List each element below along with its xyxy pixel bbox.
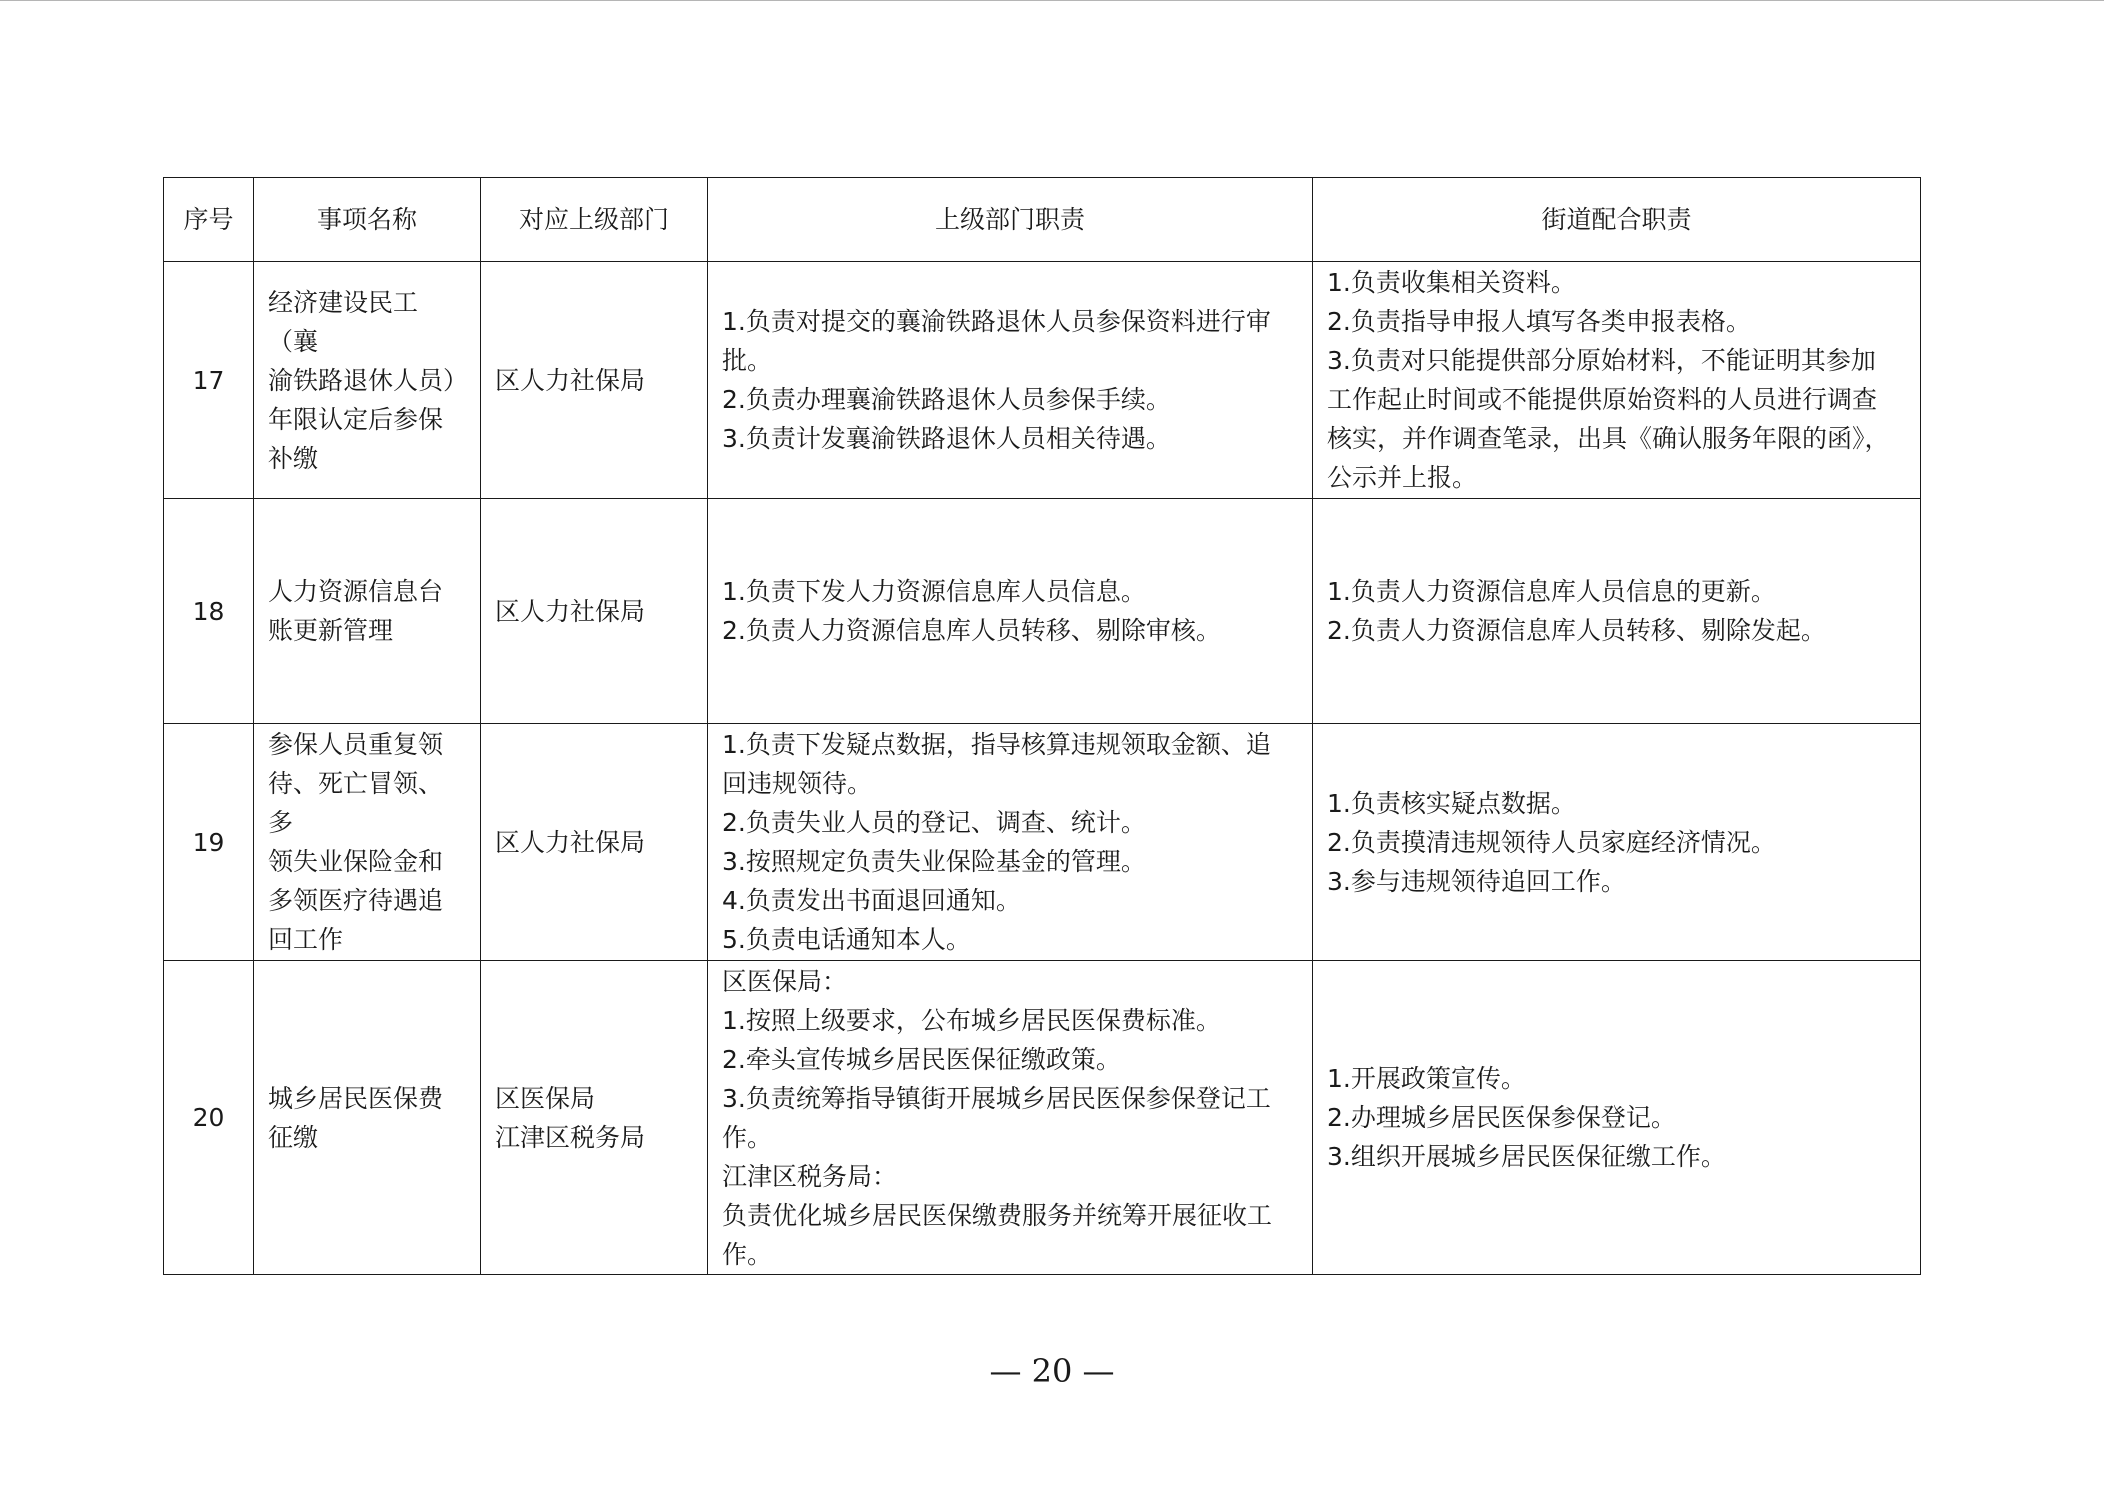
item-name-cell <box>254 499 481 724</box>
row-serial-number: 17 <box>164 262 254 499</box>
upper-department-cell <box>481 262 708 499</box>
upper-duty-line: 作。 <box>722 1239 773 1269</box>
row-serial-number: 20 <box>164 961 254 1275</box>
table-row <box>164 724 1921 961</box>
upper-duty-line: 3.负责计发襄渝铁路退休人员相关待遇。 <box>722 424 1171 453</box>
street-duties-cell <box>1313 961 1921 1275</box>
upper-duties-cell <box>708 961 1313 1275</box>
upper-department-line: 区人力社保局 <box>495 596 646 626</box>
upper-duty-line: 2.负责人力资源信息库人员转移、剔除审核。 <box>722 616 1221 645</box>
item-name-line: 回工作 <box>268 925 344 954</box>
upper-department-line: 江津区税务局 <box>495 1122 646 1152</box>
header-street-duties: 街道配合职责 <box>1313 178 1921 262</box>
upper-department-cell <box>481 724 708 961</box>
street-duty-line: 核实，并作调查笔录，出具《确认服务年限的函》， <box>1327 424 1890 453</box>
upper-department-line: 区医保局 <box>495 1083 596 1113</box>
street-duty-line: 2.负责人力资源信息库人员转移、剔除发起。 <box>1327 616 1826 645</box>
upper-department-cell <box>481 499 708 724</box>
item-name-line: 渝铁路退休人员） <box>268 365 469 395</box>
street-duties-cell <box>1313 262 1921 499</box>
top-border-line <box>0 0 2104 1</box>
upper-duty-line: 2.牵头宣传城乡居民医保征缴政策。 <box>722 1044 1121 1074</box>
item-name-line: 年限认定后参保 <box>268 404 444 434</box>
upper-department-cell <box>481 961 708 1275</box>
duties-table <box>163 177 1921 1275</box>
street-duty-line: 2.办理城乡居民医保参保登记。 <box>1327 1103 1676 1132</box>
upper-duty-line: 2.负责失业人员的登记、调查、统计。 <box>722 808 1146 837</box>
item-name-cell <box>254 961 481 1275</box>
street-duties-cell <box>1313 724 1921 961</box>
upper-duty-line: 区医保局： <box>722 966 848 996</box>
item-name-line: 征缴 <box>268 1122 319 1152</box>
item-name-line: 多领医疗待遇追 <box>268 886 444 915</box>
upper-duty-line: 负责优化城乡居民医保缴费服务并统筹开展征收工 <box>722 1200 1273 1230</box>
street-duty-line: 工作起止时间或不能提供原始资料的人员进行调查 <box>1327 385 1878 414</box>
header-row <box>164 178 1921 262</box>
header-item-name: 事项名称 <box>254 178 481 262</box>
item-name-line: 补缴 <box>268 443 319 473</box>
upper-duty-line: 作。 <box>722 1122 773 1152</box>
header-serial: 序号 <box>164 178 254 262</box>
upper-duty-line: 4.负责发出书面退回通知。 <box>722 886 1021 915</box>
upper-duties-cell <box>708 262 1313 499</box>
header-upper-department: 对应上级部门 <box>481 178 708 262</box>
upper-duty-line: 1.负责对提交的襄渝铁路退休人员参保资料进行审 <box>722 307 1271 336</box>
table-header <box>164 178 1921 262</box>
upper-duty-line: 批。 <box>722 346 773 375</box>
upper-duty-line: 1.负责下发疑点数据，指导核算违规领取金额、追 <box>722 730 1271 759</box>
item-name-line: 参保人员重复领 <box>268 730 444 759</box>
street-duty-line: 3.负责对只能提供部分原始材料，不能证明其参加 <box>1327 346 1876 375</box>
upper-duty-line: 3.按照规定负责失业保险基金的管理。 <box>722 847 1146 876</box>
row-serial-number: 19 <box>164 724 254 961</box>
row-serial-number: 18 <box>164 499 254 724</box>
upper-duty-line: 5.负责电话通知本人。 <box>722 925 971 954</box>
upper-duty-line: 3.负责统筹指导镇街开展城乡居民医保参保登记工 <box>722 1083 1271 1113</box>
street-duty-line: 公示并上报。 <box>1327 463 1478 492</box>
item-name-line: 领失业保险金和 <box>268 847 444 876</box>
page-number: — 20 — <box>989 1352 1115 1390</box>
table-row <box>164 961 1921 1275</box>
table-row <box>164 499 1921 724</box>
street-duty-line: 1.负责核实疑点数据。 <box>1327 788 1576 818</box>
upper-duties-cell <box>708 499 1313 724</box>
item-name-line: 账更新管理 <box>268 616 394 645</box>
table-row <box>164 262 1921 499</box>
item-name-cell <box>254 724 481 961</box>
item-name-line: 待、死亡冒领、多 <box>268 769 444 837</box>
street-duty-line: 3.参与违规领待追回工作。 <box>1327 866 1626 896</box>
street-duty-line: 1.开展政策宣传。 <box>1327 1064 1526 1093</box>
upper-duty-line: 1.按照上级要求，公布城乡居民医保费标准。 <box>722 1005 1221 1035</box>
table-body <box>164 262 1921 1275</box>
upper-department-line: 区人力社保局 <box>495 365 646 395</box>
upper-duty-line: 江津区税务局： <box>722 1161 898 1191</box>
upper-duties-cell <box>708 724 1313 961</box>
street-duty-line: 1.负责收集相关资料。 <box>1327 268 1576 297</box>
street-duty-line: 2.负责摸清违规领待人员家庭经济情况。 <box>1327 827 1776 857</box>
upper-duty-line: 1.负责下发人力资源信息库人员信息。 <box>722 577 1146 606</box>
upper-department-line: 区人力社保局 <box>495 827 646 857</box>
street-duty-line: 2.负责指导申报人填写各类申报表格。 <box>1327 307 1751 336</box>
header-upper-duties: 上级部门职责 <box>708 178 1313 262</box>
item-name-cell <box>254 262 481 499</box>
upper-duty-line: 2.负责办理襄渝铁路退休人员参保手续。 <box>722 385 1171 414</box>
item-name-line: 城乡居民医保费 <box>268 1083 444 1113</box>
item-name-line: 经济建设民工（襄 <box>268 287 419 356</box>
upper-duty-line: 回违规领待。 <box>722 769 873 798</box>
street-duties-cell <box>1313 499 1921 724</box>
item-name-line: 人力资源信息台 <box>268 577 444 606</box>
street-duty-line: 3.组织开展城乡居民医保征缴工作。 <box>1327 1142 1726 1171</box>
street-duty-line: 1.负责人力资源信息库人员信息的更新。 <box>1327 577 1776 606</box>
